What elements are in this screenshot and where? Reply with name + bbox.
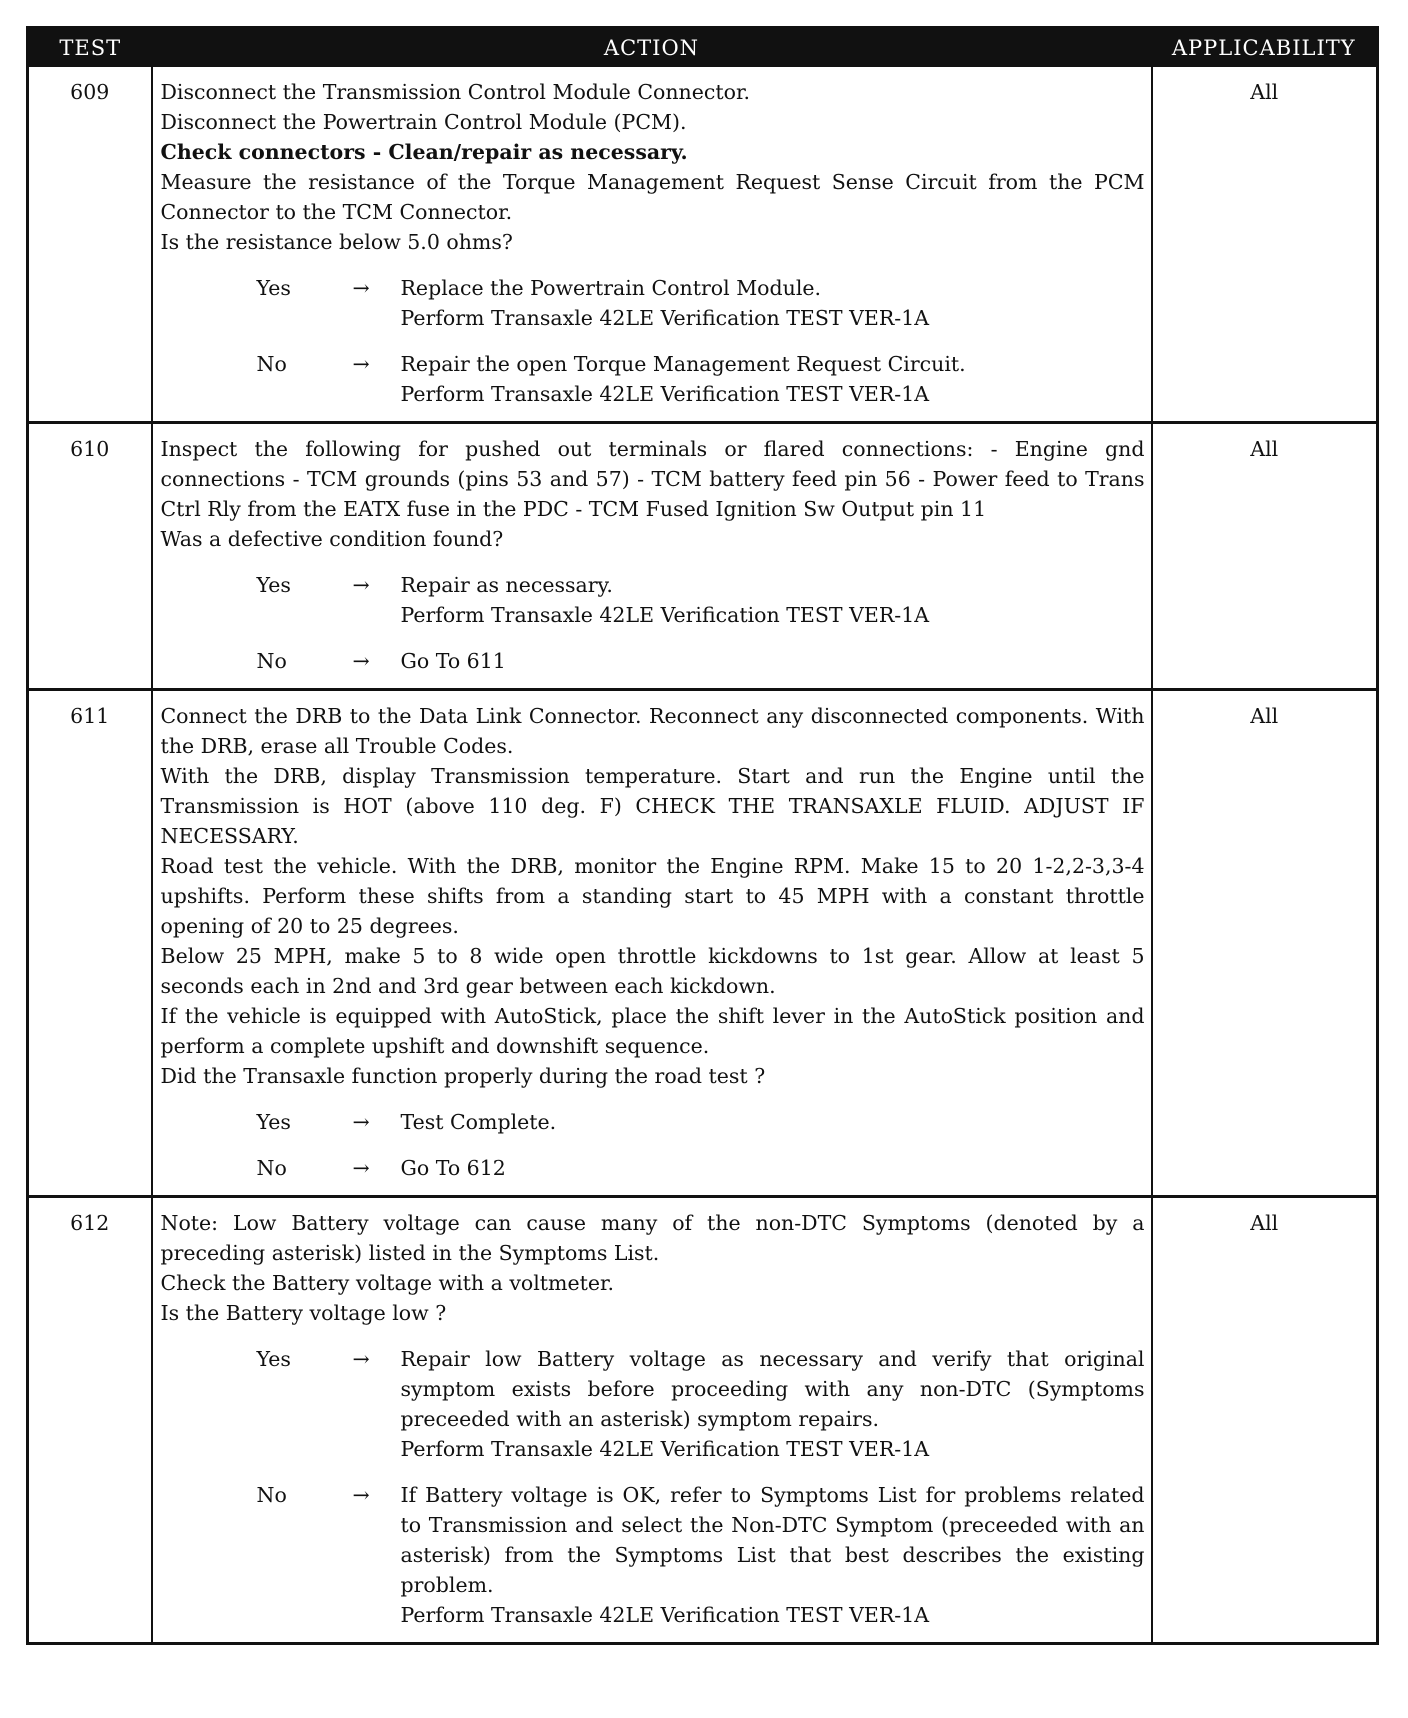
answer-text <box>401 273 1145 333</box>
action-line: Disconnect the Transmission Control Module Connector. <box>160 80 751 104</box>
answer-no <box>257 1153 1145 1183</box>
answer-label: Yes <box>256 1347 291 1371</box>
answer-line: Repair as necessary. <box>400 573 613 597</box>
action-line: Measure the resistance of the Torque Management Request Sense Circuit from the PCM Connector to the TCM Connector. <box>160 170 1145 224</box>
answer-line: If Battery voltage is OK, refer to Symptoms List for problems related to Transmission and select the Non-DTC Symptom (preceeded with an asterisk) from the Symptoms List that best describes the existing problem. <box>400 1483 1145 1597</box>
right-arrow-icon: → <box>352 352 370 376</box>
applicability-value: All <box>1152 67 1378 423</box>
answer-line: Replace the Powertrain Control Module. <box>400 276 822 300</box>
action-cell <box>152 423 1152 690</box>
action-line: Inspect the following for pushed out terminals or flared connections: - Engine gnd connections - TCM grounds (pins 53 and 57) - TCM battery feed pin 56 - Power feed to Trans Ctrl Rly from the EATX fuse in the PDC - TCM Fused Ignition Sw Output pin 11 <box>160 437 1145 521</box>
action-line: Is the Battery voltage low ? <box>160 1301 447 1325</box>
header-test: TEST <box>28 28 152 68</box>
answer-text <box>401 1344 1145 1464</box>
action-line: If the vehicle is equipped with AutoStick, place the shift lever in the AutoStick position and perform a complete upshift and downshift sequence. <box>160 1004 1145 1058</box>
answer-label: Yes <box>256 1110 291 1134</box>
header-action: ACTION <box>152 28 1152 68</box>
header-applicability: APPLICABILITY <box>1152 28 1378 68</box>
action-line: Disconnect the Powertrain Control Module (PCM). <box>160 110 687 134</box>
answer-label: No <box>256 649 287 673</box>
action-cell <box>152 690 1152 1197</box>
answer-text <box>401 646 1145 676</box>
answer-line: Test Complete. <box>400 1110 557 1134</box>
answer-line: Perform Transaxle 42LE Verification TEST VER-1A <box>400 1437 930 1461</box>
answer-yes <box>257 273 1145 333</box>
table-row <box>28 690 1378 1197</box>
answer-line: Perform Transaxle 42LE Verification TEST VER-1A <box>400 603 930 627</box>
table-header <box>28 28 1378 68</box>
right-arrow-icon: → <box>352 1156 370 1180</box>
answer-text <box>401 349 1145 409</box>
answer-label: Yes <box>256 276 291 300</box>
action-line: Note: Low Battery voltage can cause many of the non-DTC Symptoms (denoted by a preceding asterisk) listed in the Symptoms List. <box>160 1211 1145 1265</box>
action-line: Check connectors - Clean/repair as necessary. <box>160 140 688 164</box>
action-line: Did the Transaxle function properly during the road test ? <box>160 1064 766 1088</box>
answer-no <box>257 1480 1145 1630</box>
right-arrow-icon: → <box>352 1347 370 1371</box>
test-number: 612 <box>28 1197 152 1644</box>
right-arrow-icon: → <box>352 276 370 300</box>
answer-line: Perform Transaxle 42LE Verification TEST VER-1A <box>400 382 930 406</box>
action-line: Check the Battery voltage with a voltmeter. <box>160 1271 615 1295</box>
answer-no <box>257 349 1145 409</box>
right-arrow-icon: → <box>352 1483 370 1507</box>
answer-list <box>161 1344 1145 1630</box>
table-body <box>28 67 1378 1644</box>
answer-line: Go To 612 <box>400 1156 506 1180</box>
answer-line: Perform Transaxle 42LE Verification TEST VER-1A <box>400 1603 930 1627</box>
answer-line: Go To 611 <box>400 649 506 673</box>
answer-yes <box>257 1107 1145 1137</box>
action-line: Road test the vehicle. With the DRB, monitor the Engine RPM. Make 15 to 20 1-2,2-3,3-4 upshifts. Perform these shifts from a standing start to 45 MPH with a constant throttle opening of 20 to 25 degrees. <box>160 854 1145 938</box>
answer-text <box>401 1480 1145 1630</box>
right-arrow-icon: → <box>352 573 370 597</box>
answer-line: Perform Transaxle 42LE Verification TEST VER-1A <box>400 306 930 330</box>
answer-label: No <box>256 1156 287 1180</box>
answer-list <box>161 1107 1145 1183</box>
answer-list <box>161 570 1145 676</box>
test-number: 609 <box>28 67 152 423</box>
right-arrow-icon: → <box>352 1110 370 1134</box>
test-number: 611 <box>28 690 152 1197</box>
table-row <box>28 1197 1378 1644</box>
action-cell <box>152 67 1152 423</box>
action-cell <box>152 1197 1152 1644</box>
action-line: Connect the DRB to the Data Link Connector. Reconnect any disconnected components. With the DRB, erase all Trouble Codes. <box>160 704 1145 758</box>
answer-label: No <box>256 1483 287 1507</box>
table-row <box>28 67 1378 423</box>
answer-yes <box>257 1344 1145 1464</box>
answer-line: Repair low Battery voltage as necessary and verify that original symptom exists before proceeding with any non-DTC (Symptoms preceeded with an asterisk) symptom repairs. <box>400 1347 1145 1431</box>
answer-label: Yes <box>256 573 291 597</box>
answer-label: No <box>256 352 287 376</box>
answer-text <box>401 1153 1145 1183</box>
answer-text <box>401 1107 1145 1137</box>
diagnostic-test-table <box>26 26 1379 1645</box>
applicability-value: All <box>1152 690 1378 1197</box>
table-row <box>28 423 1378 690</box>
answer-text <box>401 570 1145 630</box>
applicability-value: All <box>1152 423 1378 690</box>
action-line: Was a defective condition found? <box>160 527 504 551</box>
action-line: Below 25 MPH, make 5 to 8 wide open throttle kickdowns to 1st gear. Allow at least 5 seconds each in 2nd and 3rd gear between each kickdown. <box>160 944 1145 998</box>
action-line: Is the resistance below 5.0 ohms? <box>160 230 513 254</box>
answer-list <box>161 273 1145 409</box>
action-line: With the DRB, display Transmission temperature. Start and run the Engine until the Transmission is HOT (above 110 deg. F) CHECK THE TRANSAXLE FLUID. ADJUST IF NECESSARY. <box>160 764 1145 848</box>
right-arrow-icon: → <box>352 649 370 673</box>
applicability-value: All <box>1152 1197 1378 1644</box>
answer-yes <box>257 570 1145 630</box>
answer-no <box>257 646 1145 676</box>
answer-line: Repair the open Torque Management Request Circuit. <box>400 352 966 376</box>
test-number: 610 <box>28 423 152 690</box>
